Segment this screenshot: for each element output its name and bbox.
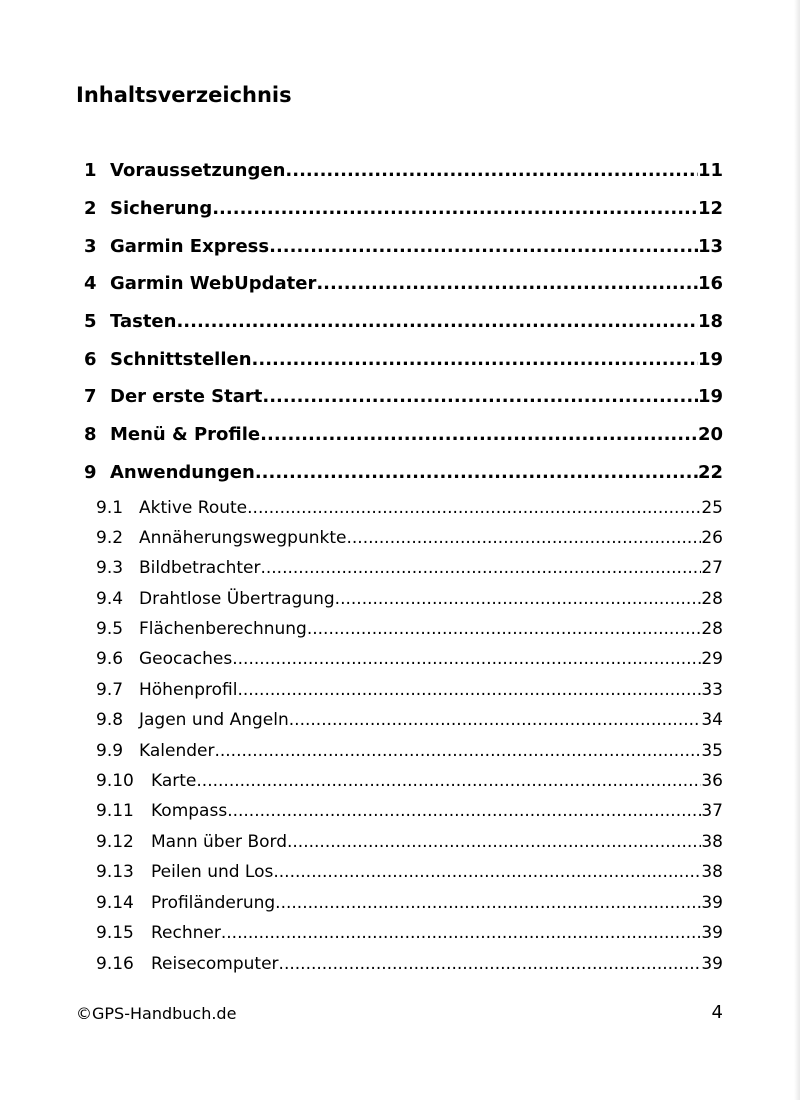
dot-leader xyxy=(335,587,702,611)
dot-leader xyxy=(273,860,701,884)
dot-leader xyxy=(307,617,702,641)
toc-entry-number: 9.11 xyxy=(96,801,134,821)
dot-leader xyxy=(346,526,701,550)
toc-entry[interactable] xyxy=(96,860,723,884)
toc-entry-label: Kalender xyxy=(139,741,215,761)
toc-entry[interactable] xyxy=(96,769,723,793)
dot-leader xyxy=(275,891,701,915)
dot-leader xyxy=(260,422,698,448)
toc-entry-page: 26 xyxy=(701,528,723,548)
toc-entry-label: Aktive Route xyxy=(139,498,248,518)
dot-leader xyxy=(237,678,701,702)
toc-entry-page: 36 xyxy=(701,771,723,791)
toc-entry[interactable] xyxy=(96,799,723,823)
toc-entry-number: 9.16 xyxy=(96,954,134,974)
toc-entry-page: 38 xyxy=(701,862,723,882)
toc-entry-page: 39 xyxy=(701,954,723,974)
toc-entry-page: 28 xyxy=(701,589,723,609)
toc-entry-label: Flächenberechnung xyxy=(139,619,307,639)
dot-leader xyxy=(285,158,698,184)
toc-entry-label: Kompass xyxy=(151,801,228,821)
toc-entry-label: Drahtlose Übertragung xyxy=(139,589,335,609)
toc-entry-label: Der erste Start xyxy=(110,386,263,407)
toc-entry-number: 9.4 xyxy=(96,589,124,609)
toc-entry-page: 20 xyxy=(697,424,723,445)
toc-entry[interactable] xyxy=(84,460,723,486)
toc-entry[interactable] xyxy=(84,196,723,222)
toc-entry-page: 19 xyxy=(697,349,723,370)
toc-entry-number: 4 xyxy=(84,273,97,294)
toc-entry-page: 13 xyxy=(697,236,723,257)
dot-leader xyxy=(227,799,701,823)
toc-entry[interactable] xyxy=(84,347,723,373)
toc-entry[interactable] xyxy=(84,271,723,297)
toc-entry-label: Geocaches xyxy=(139,649,233,669)
toc-entry-number: 9.12 xyxy=(96,832,134,852)
toc-entry-number: 3 xyxy=(84,236,97,257)
toc-entry-number: 9.10 xyxy=(96,771,134,791)
toc-entry[interactable] xyxy=(84,384,723,410)
toc-entry-label: Mann über Bord xyxy=(151,832,287,852)
toc-entry[interactable] xyxy=(96,921,723,945)
toc-entry-number: 9.2 xyxy=(96,528,124,548)
toc-entry-page: 34 xyxy=(701,710,723,730)
toc-entry[interactable] xyxy=(96,952,723,976)
toc-entry-page: 39 xyxy=(701,923,723,943)
toc-entry-label: Anwendungen xyxy=(110,462,255,483)
toc-entry-label: Profiländerung xyxy=(151,893,276,913)
toc-entry-number: 9 xyxy=(84,462,97,483)
toc-entry[interactable] xyxy=(96,526,723,550)
dot-leader xyxy=(255,460,698,486)
toc-entry-page: 29 xyxy=(701,649,723,669)
toc-entry-page: 25 xyxy=(701,498,723,518)
toc-entry-page: 37 xyxy=(701,801,723,821)
toc-entry-page: 38 xyxy=(701,832,723,852)
toc-entry[interactable] xyxy=(96,708,723,732)
toc-entry-page: 19 xyxy=(697,386,723,407)
toc-entry-label: Schnittstellen xyxy=(110,349,252,370)
toc-entry-number: 1 xyxy=(84,160,97,181)
toc-entry-page: 35 xyxy=(701,741,723,761)
dot-leader xyxy=(287,830,701,854)
toc-entry-number: 9.7 xyxy=(96,680,124,700)
toc-entry-label: Garmin WebUpdater xyxy=(110,273,317,294)
toc-entry-number: 9.5 xyxy=(96,619,124,639)
toc-entry[interactable] xyxy=(96,617,723,641)
toc-entry-label: Garmin Express xyxy=(110,236,270,257)
dot-leader xyxy=(289,708,702,732)
dot-leader xyxy=(232,647,701,671)
toc-entry-label: Annäherungswegpunkte xyxy=(139,528,347,548)
toc-entry-number: 5 xyxy=(84,311,97,332)
toc-entry-number: 9.6 xyxy=(96,649,124,669)
toc-entry-label: Tasten xyxy=(110,311,177,332)
toc-entry-number: 9.9 xyxy=(96,741,124,761)
toc-entry-label: Höhenprofil xyxy=(139,680,238,700)
toc-entry-number: 6 xyxy=(84,349,97,370)
dot-leader xyxy=(316,271,698,297)
toc-entry-number: 9.14 xyxy=(96,893,134,913)
toc-entry-number: 9.15 xyxy=(96,923,134,943)
toc-entry[interactable] xyxy=(96,647,723,671)
toc-entry-label: Jagen und Angeln xyxy=(139,710,289,730)
toc-entry-page: 33 xyxy=(701,680,723,700)
toc-entry-page: 27 xyxy=(701,558,723,578)
dot-leader xyxy=(269,234,698,260)
toc-entry-page: 12 xyxy=(697,198,723,219)
toc-entry[interactable] xyxy=(96,587,723,611)
toc-entry[interactable] xyxy=(96,891,723,915)
toc-entry-label: Bildbetrachter xyxy=(139,558,261,578)
toc-title: Inhaltsverzeichnis xyxy=(76,83,292,107)
toc-entry-page: 22 xyxy=(697,462,723,483)
toc-entry-label: Rechner xyxy=(151,923,221,943)
toc-entry-page: 18 xyxy=(697,311,723,332)
toc-entry-label: Reisecomputer xyxy=(151,954,279,974)
toc-entry[interactable] xyxy=(84,234,723,260)
toc-entry-page: 16 xyxy=(697,273,723,294)
toc-entry-number: 7 xyxy=(84,386,97,407)
toc-entry-label: Peilen und Los xyxy=(151,862,274,882)
dot-leader xyxy=(221,921,702,945)
dot-leader xyxy=(262,384,698,410)
toc-entry[interactable] xyxy=(84,422,723,448)
toc-entry[interactable] xyxy=(96,739,723,763)
toc-entry-page: 11 xyxy=(697,160,723,181)
footer-page-number: 4 xyxy=(711,1002,723,1023)
dot-leader xyxy=(247,496,701,520)
dot-leader xyxy=(196,769,701,793)
dot-leader xyxy=(260,556,701,580)
toc-entry-page: 39 xyxy=(701,893,723,913)
toc-entry[interactable] xyxy=(96,496,723,520)
dot-leader xyxy=(214,739,701,763)
toc-entry[interactable] xyxy=(84,309,723,335)
toc-entry-number: 9.8 xyxy=(96,710,124,730)
toc-entry-number: 9.3 xyxy=(96,558,124,578)
dot-leader xyxy=(212,196,698,222)
toc-entry-number: 9.13 xyxy=(96,862,134,882)
toc-entry[interactable] xyxy=(96,830,723,854)
toc-entry-number: 2 xyxy=(84,198,97,219)
dot-leader xyxy=(252,347,698,373)
toc-entry-label: Sicherung xyxy=(110,198,213,219)
toc-entry-label: Karte xyxy=(151,771,197,791)
toc-entry[interactable] xyxy=(96,678,723,702)
toc-entry[interactable] xyxy=(84,158,723,184)
toc-entry-label: Menü & Profile xyxy=(110,424,261,445)
toc-entry[interactable] xyxy=(96,556,723,580)
toc-entry-label: Voraussetzungen xyxy=(110,160,286,181)
dot-leader xyxy=(176,309,697,335)
toc-entry-number: 8 xyxy=(84,424,97,445)
dot-leader xyxy=(279,952,702,976)
footer-copyright: ©GPS-Handbuch.de xyxy=(76,1004,237,1023)
toc-entry-number: 9.1 xyxy=(96,498,124,518)
toc-entry-page: 28 xyxy=(701,619,723,639)
